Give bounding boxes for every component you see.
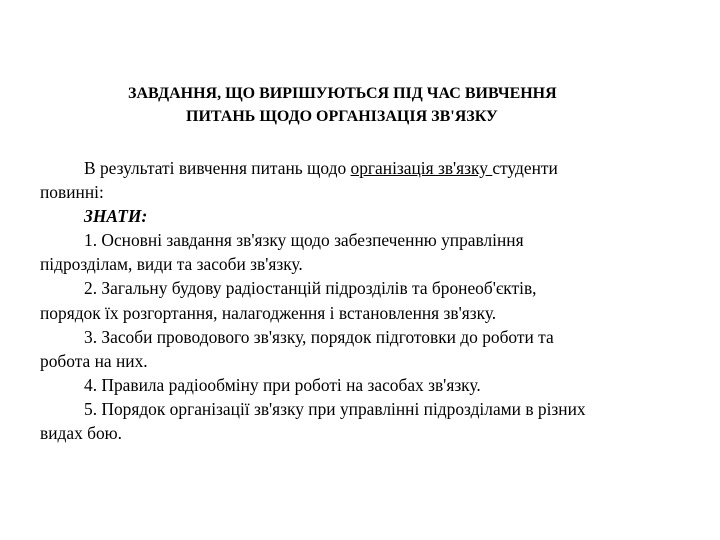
intro-after: студенти: [492, 158, 558, 178]
item-4-line-1: 4. Правила радіообміну при роботі на засобах зв'язку.: [84, 374, 481, 395]
intro-underlined-term: організація зв'язку: [350, 158, 493, 178]
item-5-line-1: 5. Порядок організації зв'язку при управлінні підрозділами в різних: [84, 398, 586, 419]
item-3-line-2: робота на них.: [40, 350, 148, 371]
heading-line-2: ПИТАНЬ ЩОДО ОРГАНІЗАЦІЯ ЗВ'ЯЗКУ: [186, 108, 498, 125]
item-2-line-2: порядок їх розгортання, налагодження і встановлення зв'язку.: [40, 302, 497, 323]
item-3-line-1: 3. Засоби проводового зв'язку, порядок підготовки до роботи та: [84, 326, 554, 347]
item-2-line-1: 2. Загальну будову радіостанцій підрозділів та бронеоб'єктів,: [84, 278, 537, 299]
item-1-line-2: підрозділам, види та засоби зв'язку.: [40, 254, 303, 275]
item-1-line-1: 1. Основні завдання зв'язку щодо забезпеченню управління: [84, 230, 524, 251]
heading-line-1: ЗАВДАННЯ, ЩО ВИРІШУЮТЬСЯ ПІД ЧАС ВИВЧЕННЯ: [128, 85, 557, 102]
intro-before: В результаті вивчення питань щодо: [84, 158, 351, 178]
intro-line-1: [40, 156, 680, 180]
item-5-line-2: видах бою.: [40, 423, 123, 444]
intro-line-2: повинні:: [40, 182, 104, 203]
body-text: [40, 156, 680, 445]
know-label: ЗНАТИ:: [84, 206, 148, 227]
